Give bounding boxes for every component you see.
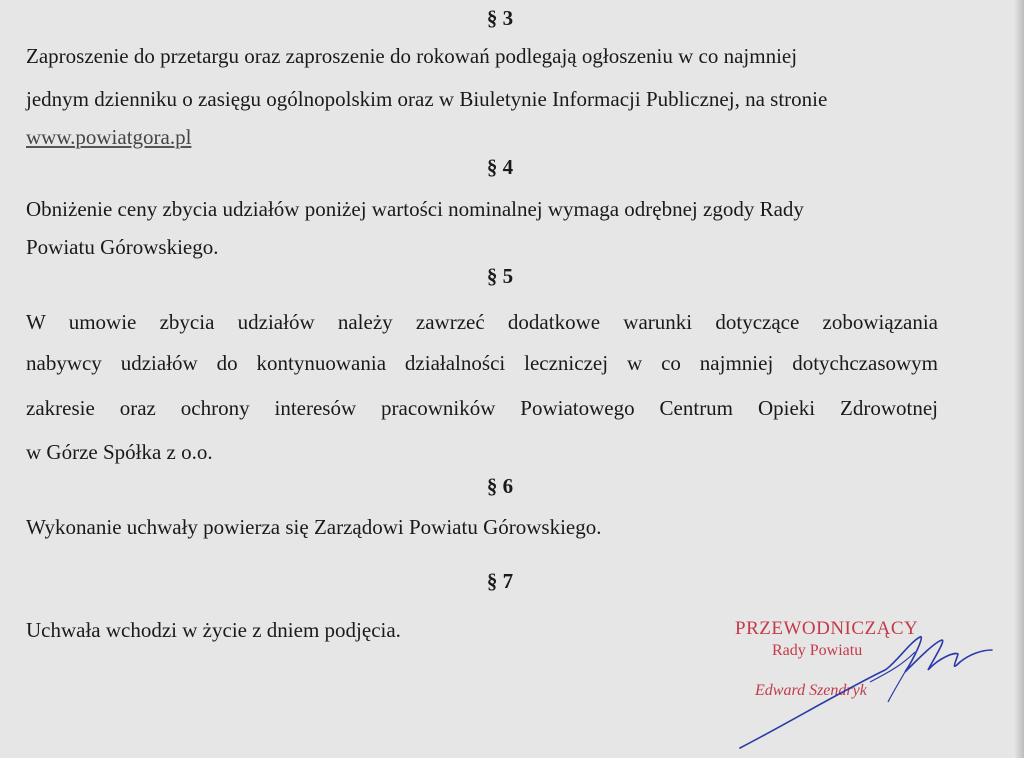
section-4-line-1: Obniżenie ceny zbycia udziałów poniżej wartości nominalnej wymaga odrębnej zgody Rady <box>26 197 804 221</box>
section-5-line-3: zakresie oraz ochrony interesów pracowników Powiatowego Centrum Opieki Zdrowotnej <box>26 396 938 420</box>
section-5-line-2: nabywcy udziałów do kontynuowania działalności leczniczej w co najmniej dotychczasowym <box>26 351 938 375</box>
section-3-heading: § 3 <box>486 6 514 30</box>
stamp-title: PRZEWODNICZĄCY <box>735 618 919 639</box>
section-3-line-1: Zaproszenie do przetargu oraz zaproszenie do rokowań podlegają ogłoszeniu w co najmniej <box>26 44 798 68</box>
section-5-heading: § 5 <box>486 264 514 288</box>
section-6-line-1: Wykonanie uchwały powierza się Zarządowi Powiatu Górowskiego. <box>26 515 602 539</box>
section-4-line-2: Powiatu Górowskiego. <box>26 235 219 259</box>
stamp-name: Edward Szendryk <box>755 682 867 699</box>
powiat-website-link[interactable]: www.powiatgora.pl <box>26 125 192 149</box>
section-7-heading: § 7 <box>486 569 514 593</box>
section-5-line-1: W umowie zbycia udziałów należy zawrzeć dodatkowe warunki dotyczące zobowiązania <box>26 310 938 334</box>
section-5-line-4: w Górze Spółka z o.o. <box>26 440 213 464</box>
section-7-line-1: Uchwała wchodzi w życie z dniem podjęcia. <box>26 618 401 642</box>
section-6-heading: § 6 <box>486 474 514 498</box>
stamp-subtitle: Rady Powiatu <box>772 642 863 659</box>
chairman-stamp <box>720 612 1010 752</box>
handwritten-signature <box>720 612 1010 752</box>
scan-edge-shadow <box>1014 0 1024 758</box>
section-3-line-2: jednym dzienniku o zasięgu ogólnopolskim oraz w Biuletynie Informacji Publicznej, na stronie <box>26 87 828 111</box>
section-4-heading: § 4 <box>486 155 514 179</box>
